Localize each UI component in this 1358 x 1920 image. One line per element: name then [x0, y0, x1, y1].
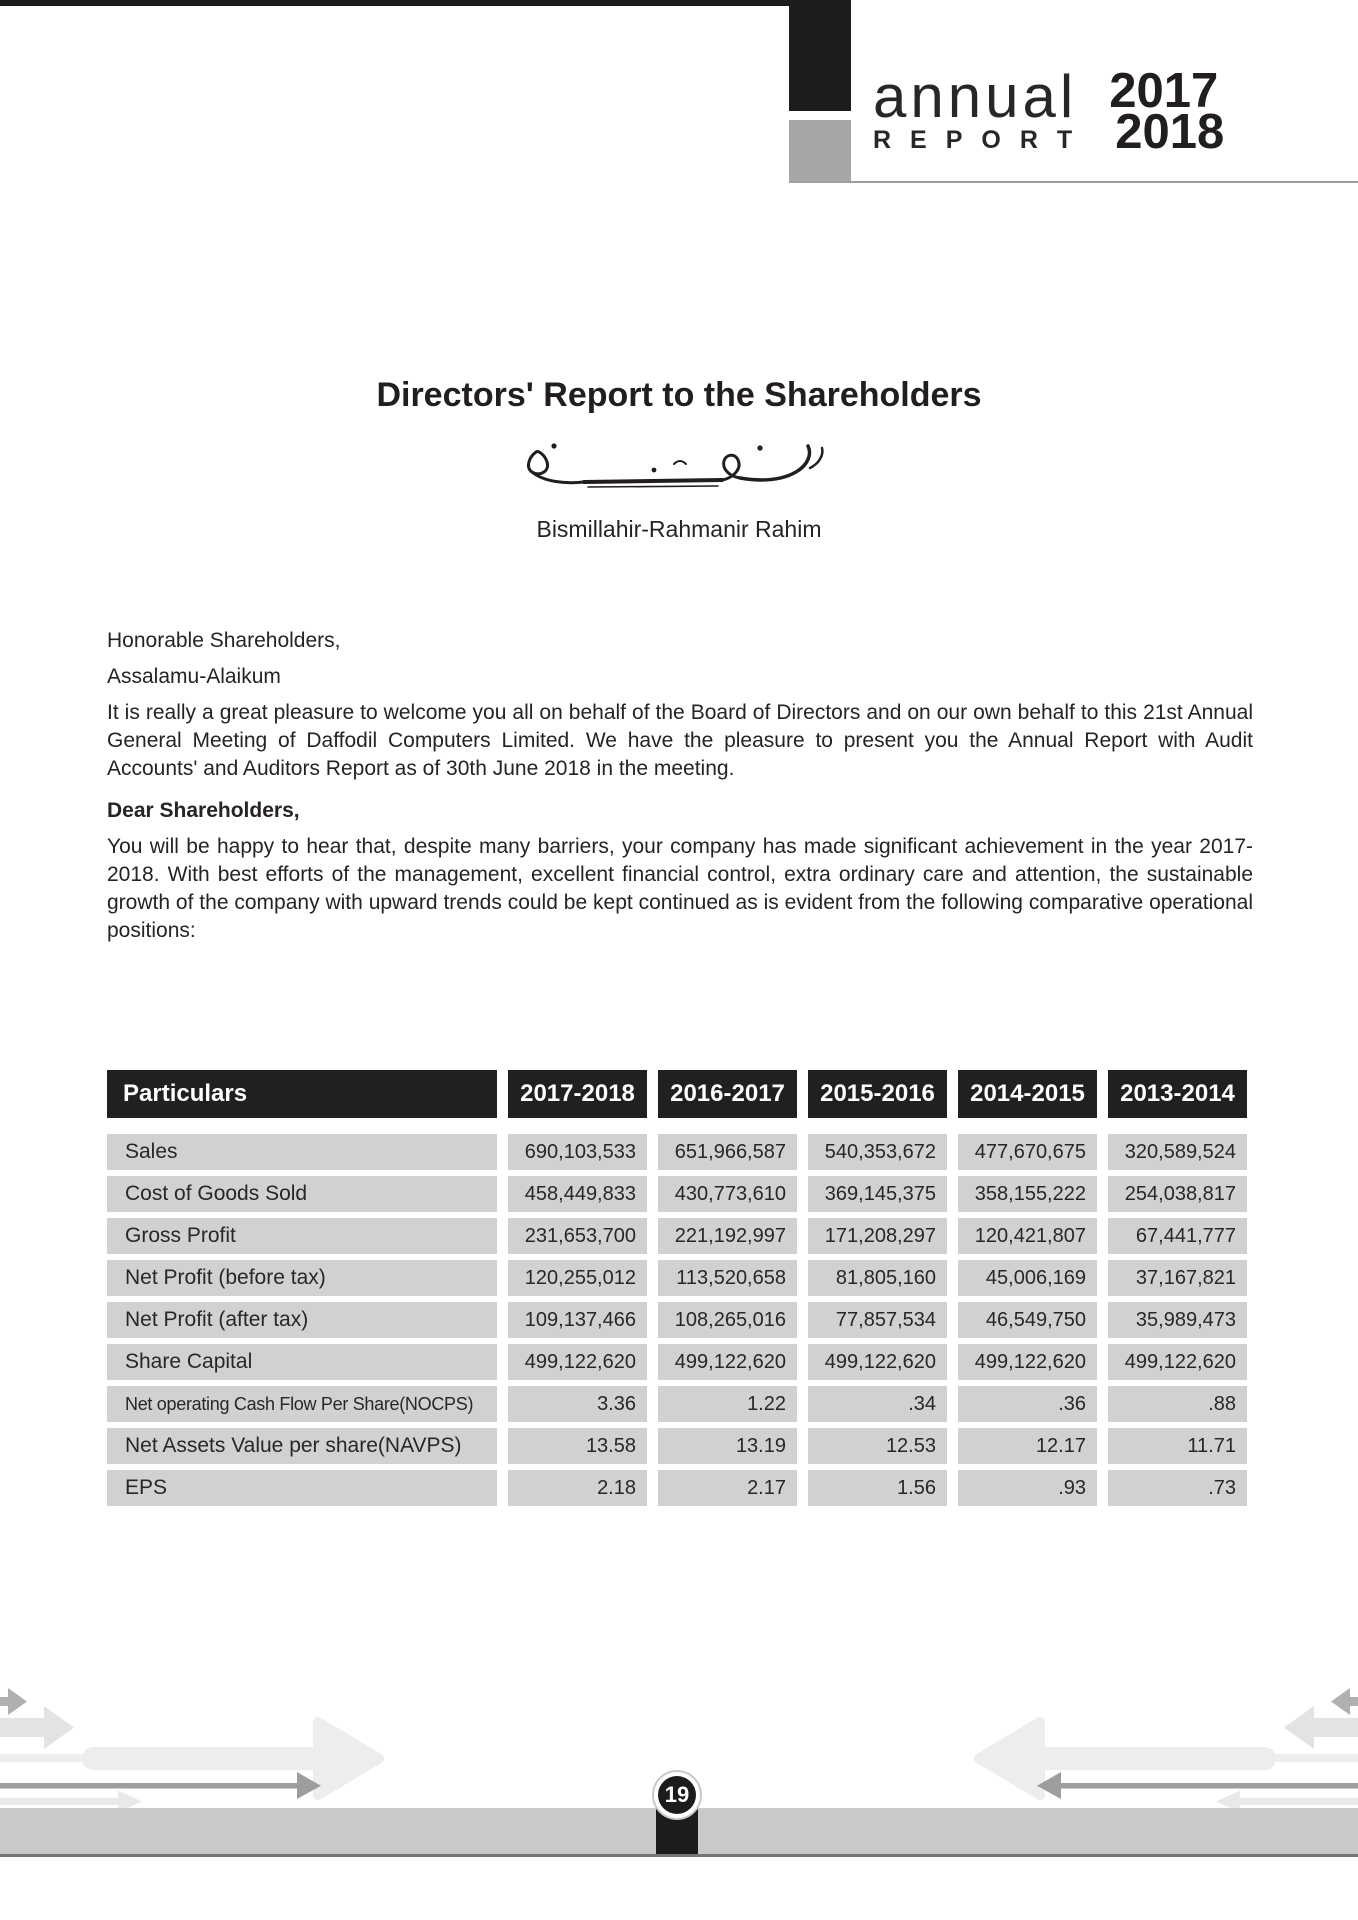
- row-label: Share Capital: [107, 1344, 497, 1380]
- bismillah-caption: Bismillahir-Rahmanir Rahim: [536, 516, 822, 542]
- logo-years: [1109, 64, 1225, 159]
- column-header-2014-2015: 2014-2015: [958, 1070, 1097, 1118]
- table-cell: 2.18: [508, 1470, 647, 1506]
- table-cell: 120,421,807: [958, 1218, 1097, 1254]
- table-cell: 499,122,620: [808, 1344, 947, 1380]
- footer-rule: [0, 1854, 1358, 1857]
- table-cell: .73: [1108, 1470, 1247, 1506]
- table-cell: 499,122,620: [508, 1344, 647, 1380]
- logo-underline: [789, 181, 1358, 183]
- row-label: EPS: [107, 1470, 497, 1506]
- annual-report-logo: [851, 0, 1358, 181]
- arrows-right-icon: [0, 1688, 379, 1812]
- row-label: Sales: [107, 1134, 497, 1170]
- column-header-2017-2018: 2017-2018: [508, 1070, 647, 1118]
- table-cell: 1.22: [658, 1386, 797, 1422]
- table-cell: 171,208,297: [808, 1218, 947, 1254]
- table-cell: 477,670,675: [958, 1134, 1097, 1170]
- paragraph-welcome: It is really a great pleasure to welcome you all on behalf of the Board of Directors and on our own behalf to this 21st Annual General Meeting of Daffodil Computers Limited. We have the pleasure to present you the Annual Report with Audit Accounts' and Auditors Report as of 30th June 2018 in the meeting.: [107, 701, 1253, 780]
- table-row: [107, 1134, 1247, 1170]
- arrows-left-icon: [979, 1688, 1358, 1812]
- column-header-2015-2016: 2015-2016: [808, 1070, 947, 1118]
- table-cell: 499,122,620: [958, 1344, 1097, 1380]
- table-cell: 690,103,533: [508, 1134, 647, 1170]
- row-label: Net Assets Value per share(NAVPS): [107, 1428, 497, 1464]
- page-number-badge: [652, 1770, 702, 1820]
- row-label: Net Profit (before tax): [107, 1260, 497, 1296]
- table-cell: 77,857,534: [808, 1302, 947, 1338]
- table-cell: 358,155,222: [958, 1176, 1097, 1212]
- salutation-dear: Dear Shareholders,: [107, 799, 300, 822]
- table-cell: 46,549,750: [958, 1302, 1097, 1338]
- table-cell: 109,137,466: [508, 1302, 647, 1338]
- table-cell: 81,805,160: [808, 1260, 947, 1296]
- table-row: [107, 1302, 1247, 1338]
- bismillah-calligraphy-icon: [0, 438, 1358, 502]
- table-row: [107, 1218, 1247, 1254]
- logo-black-block: [789, 0, 851, 111]
- table-cell: 12.53: [808, 1428, 947, 1464]
- page-number-circle: [658, 1776, 696, 1814]
- table-cell: 499,122,620: [658, 1344, 797, 1380]
- table-cell: 430,773,610: [658, 1176, 797, 1212]
- logo-wordmark: [873, 63, 1092, 154]
- table-cell: 13.58: [508, 1428, 647, 1464]
- logo-gray-block: [789, 120, 851, 181]
- table-cell: 221,192,997: [658, 1218, 797, 1254]
- table-row: [107, 1260, 1247, 1296]
- table-cell: 231,653,700: [508, 1218, 647, 1254]
- table-cell: 2.17: [658, 1470, 797, 1506]
- logo-word-report: REPORT: [873, 126, 1092, 154]
- table-row: [107, 1428, 1247, 1464]
- top-rule: [0, 0, 790, 6]
- salutation-salam: Assalamu-Alaikum: [107, 665, 281, 688]
- table-cell: 11.71: [1108, 1428, 1247, 1464]
- table-cell: 458,449,833: [508, 1176, 647, 1212]
- column-header-2016-2017: 2016-2017: [658, 1070, 797, 1118]
- table-cell: 108,265,016: [658, 1302, 797, 1338]
- table-cell: 3.36: [508, 1386, 647, 1422]
- table-row: [107, 1386, 1247, 1422]
- table-cell: 45,006,169: [958, 1260, 1097, 1296]
- column-header-particulars: Particulars: [107, 1070, 497, 1118]
- table-cell: 651,966,587: [658, 1134, 797, 1170]
- table-body: [107, 1134, 1247, 1506]
- column-header-2013-2014: 2013-2014: [1108, 1070, 1247, 1118]
- table-cell: 113,520,658: [658, 1260, 797, 1296]
- page-number: 19: [664, 1782, 690, 1807]
- row-label: Net operating Cash Flow Per Share(NOCPS): [107, 1386, 497, 1422]
- logo-year-bottom: 2018: [1115, 105, 1225, 159]
- table-cell: 1.56: [808, 1470, 947, 1506]
- page-title: Directors' Report to the Shareholders: [376, 376, 982, 414]
- table-cell: 120,255,012: [508, 1260, 647, 1296]
- table-header-row: [107, 1070, 1247, 1118]
- table-cell: 320,589,524: [1108, 1134, 1247, 1170]
- table-cell: 35,989,473: [1108, 1302, 1247, 1338]
- row-label: Gross Profit: [107, 1218, 497, 1254]
- table-cell: 67,441,777: [1108, 1218, 1247, 1254]
- table-cell: 37,167,821: [1108, 1260, 1247, 1296]
- table-cell: .36: [958, 1386, 1097, 1422]
- logo-word-annual: annual: [873, 63, 1078, 130]
- table-cell: 13.19: [658, 1428, 797, 1464]
- row-label: Cost of Goods Sold: [107, 1176, 497, 1212]
- financial-table: [107, 1070, 1247, 1512]
- table-cell: 369,145,375: [808, 1176, 947, 1212]
- logo-year-top: 2017: [1109, 64, 1219, 118]
- table-cell: .34: [808, 1386, 947, 1422]
- table-cell: 12.17: [958, 1428, 1097, 1464]
- salutation-honorable: Honorable Shareholders,: [107, 629, 341, 652]
- row-label: Net Profit (after tax): [107, 1302, 497, 1338]
- table-cell: 254,038,817: [1108, 1176, 1247, 1212]
- table-row: [107, 1176, 1247, 1212]
- table-row: [107, 1344, 1247, 1380]
- table-cell: .93: [958, 1470, 1097, 1506]
- table-cell: .88: [1108, 1386, 1247, 1422]
- paragraph-achievement: You will be happy to hear that, despite many barriers, your company has made significant achievement in the year 2017-2018. With best efforts of the management, excellent financial control, extra ordinary care and attention, the sustainable growth of the company with upward trends could be kept continued as is evident from the following comparative operational positions:: [107, 835, 1253, 942]
- table-row: [107, 1470, 1247, 1506]
- table-cell: 499,122,620: [1108, 1344, 1247, 1380]
- table-cell: 540,353,672: [808, 1134, 947, 1170]
